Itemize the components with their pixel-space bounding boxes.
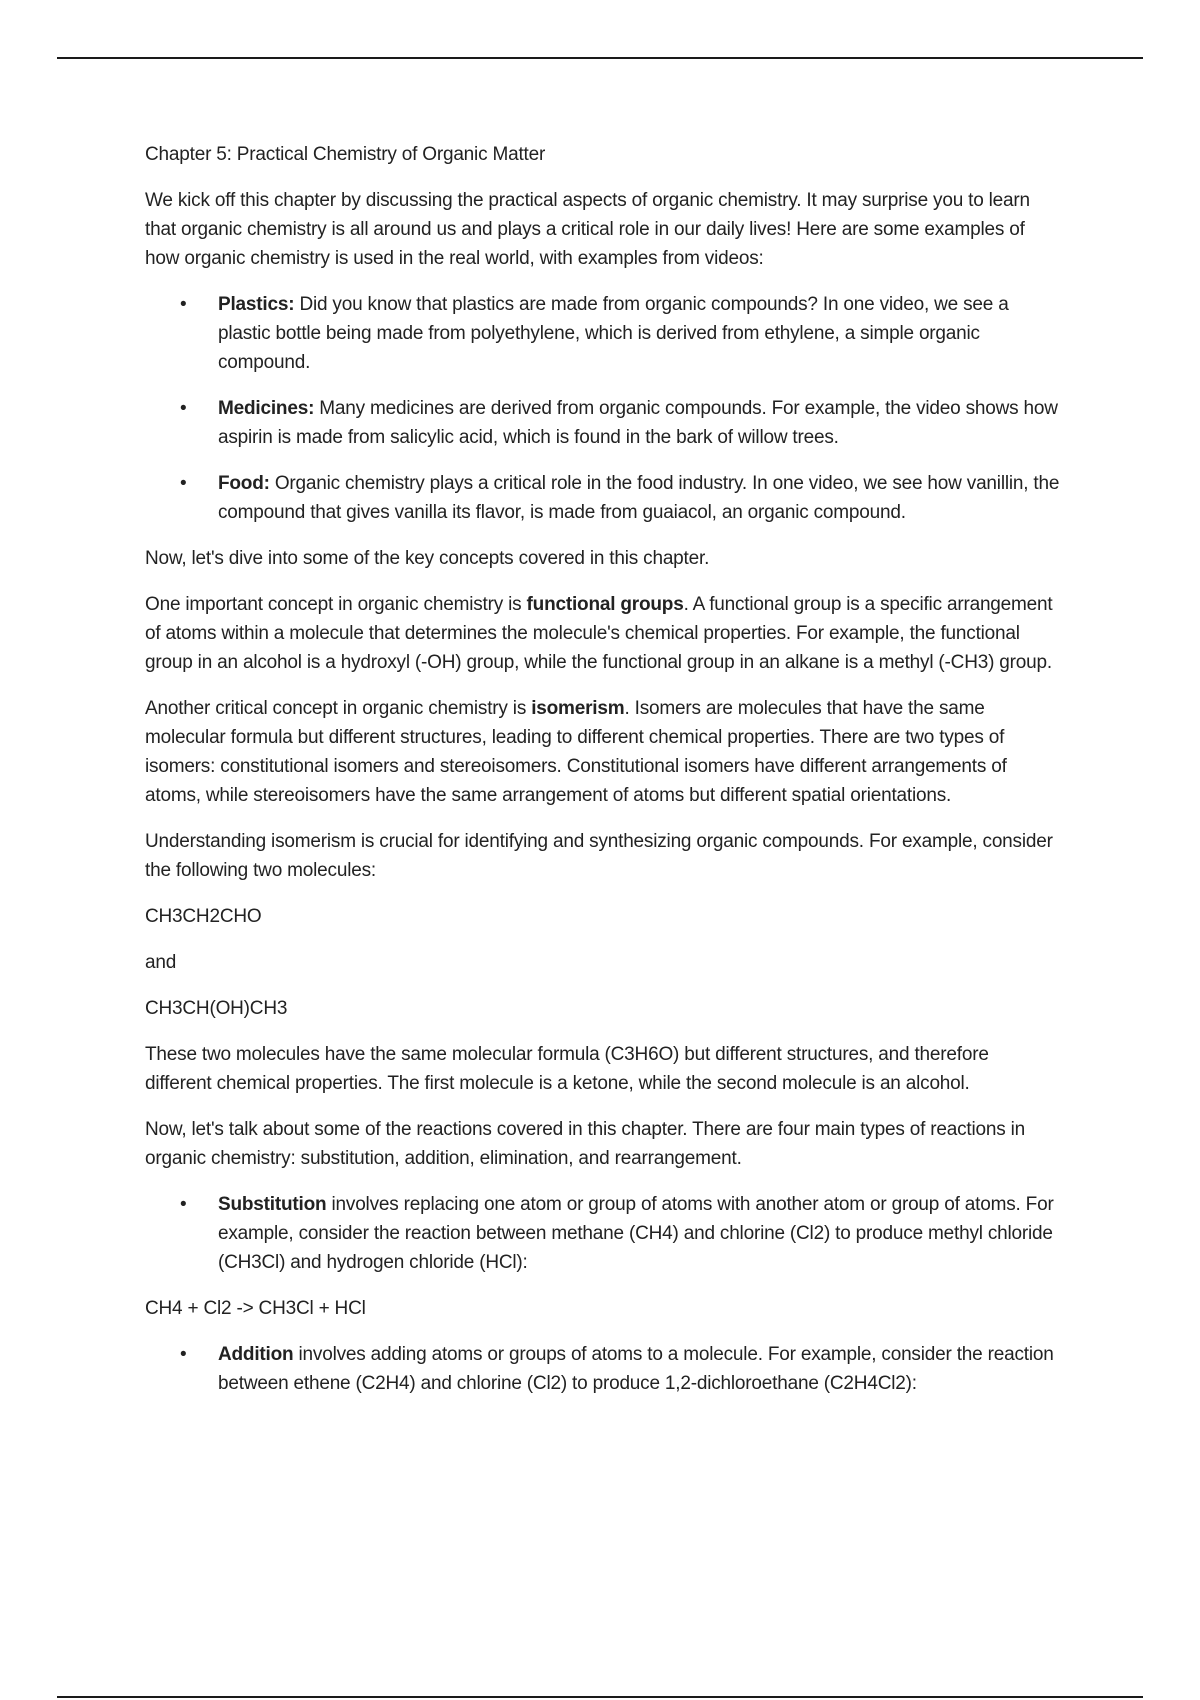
fg-after: . A functional group is a specific arrangement of atoms within a molecule that determines the molecule's chemical properties. For example, the functional group in an alcohol is a hydroxyl (-OH) group, while the functional group in an alkane is a methyl (-CH3) group. <box>145 594 1053 673</box>
understanding-paragraph: Understanding isomerism is crucial for identifying and synthesizing organic compounds. For example, consider the following two molecules: <box>145 831 1053 881</box>
list-item-substitution <box>145 1190 1060 1277</box>
chapter-title: Chapter 5: Practical Chemistry of Organic Matter <box>145 144 546 165</box>
iso-term: isomerism <box>531 698 625 719</box>
term-food: Food: <box>218 473 270 494</box>
reactions-intro-paragraph: Now, let's talk about some of the reactions covered in this chapter. There are four main types of reactions in organic chemistry: substitution, addition, elimination, and rearrangement. <box>145 1119 1026 1169</box>
fg-term: functional groups <box>526 594 684 615</box>
bullet-icon: • <box>180 294 187 315</box>
document-body <box>145 140 1060 1415</box>
bullet-icon: • <box>180 398 187 419</box>
top-rule <box>57 57 1143 59</box>
bottom-rule <box>57 1696 1143 1698</box>
substitution-equation: CH4 + Cl2 -> CH3Cl + HCl <box>145 1298 366 1319</box>
term-medicines: Medicines: <box>218 398 315 419</box>
list-item-food <box>145 469 1060 527</box>
intro-paragraph: We kick off this chapter by discussing the practical aspects of organic chemistry. It may surprise you to learn that organic chemistry is all around us and plays a critical role in our daily lives! Here are some examples of how organic chemistry is used in the real world, with examples from videos: <box>145 190 1030 269</box>
text-medicines: Many medicines are derived from organic compounds. For example, the video shows how aspirin is made from salicylic acid, which is found in the bark of willow trees. <box>218 398 1058 448</box>
examples-list <box>145 290 1060 527</box>
text-plastics: Did you know that plastics are made from organic compounds? In one video, we see a plastic bottle being made from polyethylene, which is derived from ethylene, a simple organic compound. <box>218 294 1009 373</box>
term-plastics: Plastics: <box>218 294 295 315</box>
dive-in-paragraph: Now, let's dive into some of the key concepts covered in this chapter. <box>145 548 710 569</box>
bullet-icon: • <box>180 473 187 494</box>
iso-after: . Isomers are molecules that have the same molecular formula but different structures, leading to different chemical properties. There are two types of isomers: constitutional isomers and stereoisomers. Constitutional isomers have different arrangements of atoms, while stereoisomers have the same arrangement of atoms but different spatial orientations. <box>145 698 1007 806</box>
bullet-icon: • <box>180 1344 187 1365</box>
list-item-medicines <box>145 394 1060 452</box>
and-word: and <box>145 952 177 973</box>
substitution-list <box>145 1190 1060 1277</box>
molecule-1: CH3CH2CHO <box>145 906 262 927</box>
isomerism-paragraph <box>145 694 1060 810</box>
bullet-icon: • <box>180 1194 187 1215</box>
list-item-plastics <box>145 290 1060 377</box>
text-substitution: involves replacing one atom or group of atoms with another atom or group of atoms. For example, consider the reaction between methane (CH4) and chlorine (Cl2) to produce methyl chloride (CH3Cl) and hydrogen chloride (HCl): <box>218 1194 1054 1273</box>
functional-groups-paragraph <box>145 590 1060 677</box>
addition-list <box>145 1340 1060 1398</box>
text-addition: involves adding atoms or groups of atoms to a molecule. For example, consider the reaction between ethene (C2H4) and chlorine (Cl2) to produce 1,2-dichloroethane (C2H4Cl2): <box>218 1344 1054 1394</box>
molecule-2: CH3CH(OH)CH3 <box>145 998 288 1019</box>
list-item-addition <box>145 1340 1060 1398</box>
term-addition: Addition <box>218 1344 294 1365</box>
text-food: Organic chemistry plays a critical role in the food industry. In one video, we see how vanillin, the compound that gives vanilla its flavor, is made from guaiacol, an organic compound. <box>218 473 1060 523</box>
iso-before: Another critical concept in organic chemistry is <box>145 698 532 719</box>
comparison-paragraph: These two molecules have the same molecular formula (C3H6O) but different structures, and therefore different chemical properties. The first molecule is a ketone, while the second molecule is an alcohol. <box>145 1044 989 1094</box>
term-substitution: Substitution <box>218 1194 327 1215</box>
fg-before: One important concept in organic chemistry is <box>145 594 527 615</box>
